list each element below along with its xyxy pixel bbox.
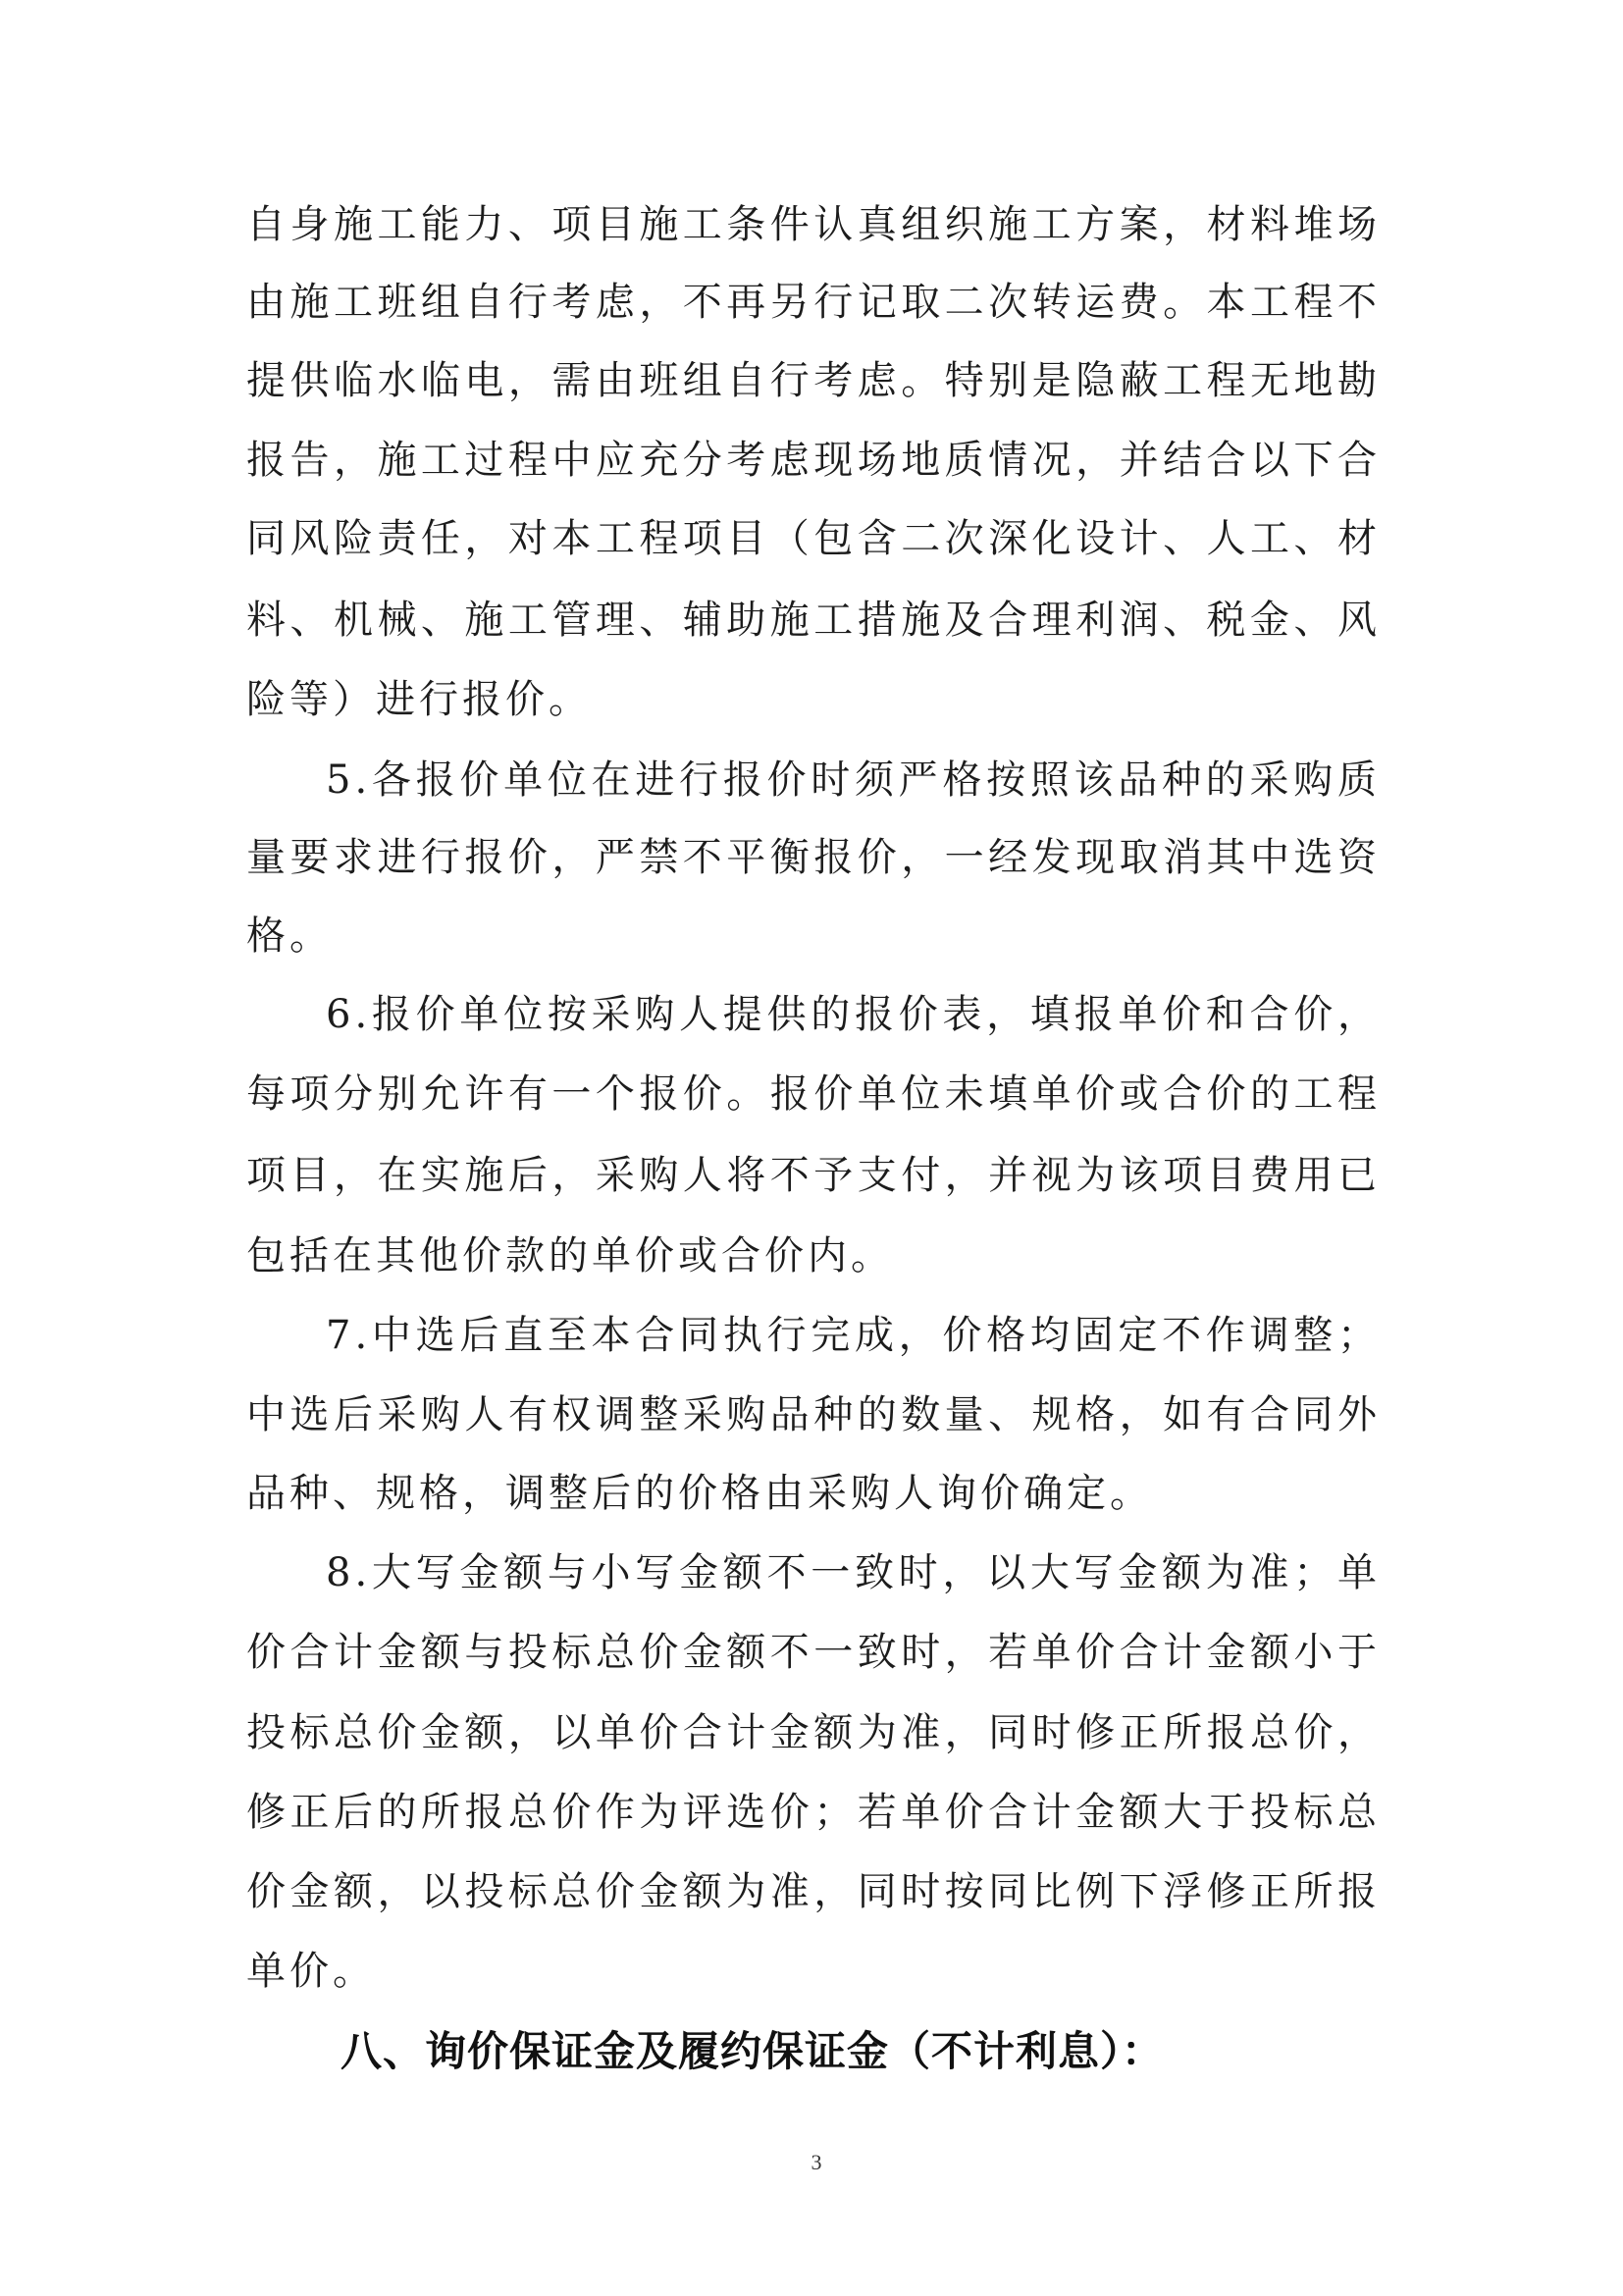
text-line: 报告，施工过程中应充分考虑现场地质情况，并结合以下合 bbox=[246, 438, 1381, 483]
section-heading: 八、询价保证金及履约保证金（不计利息）： bbox=[340, 2027, 1165, 2075]
text-line: 修正后的所报总价作为评选价；若单价合计金额大于投标总 bbox=[246, 1790, 1381, 1835]
text-line: 同风险责任，对本工程项目（包含二次深化设计、人工、材 bbox=[246, 516, 1381, 561]
text-line: 8.大写金额与小写金额不一致时，以大写金额为准；单 bbox=[326, 1550, 1381, 1595]
text-line: 单价。 bbox=[246, 1949, 376, 1994]
text-line: 项目，在实施后，采购人将不予支付，并视为该项目费用已 bbox=[246, 1153, 1381, 1198]
text-line: 每项分别允许有一个报价。报价单位未填单价或合价的工程 bbox=[246, 1071, 1381, 1117]
text-line: 投标总价金额，以单价合计金额为准，同时修正所报总价， bbox=[246, 1710, 1381, 1755]
text-line: 6.报价单位按采购人提供的报价表，填报单价和合价， bbox=[326, 992, 1381, 1037]
text-line: 自身施工能力、项目施工条件认真组织施工方案，材料堆场 bbox=[246, 202, 1381, 247]
page-number: 3 bbox=[811, 2150, 822, 2174]
text-line: 价合计金额与投标总价金额不一致时，若单价合计金额小于 bbox=[246, 1630, 1381, 1675]
text-line: 量要求进行报价，严禁不平衡报价，一经发现取消其中选资 bbox=[246, 835, 1381, 880]
text-line: 由施工班组自行考虑，不再另行记取二次转运费。本工程不 bbox=[246, 280, 1381, 325]
text-line: 料、机械、施工管理、辅助施工措施及合理利润、税金、风 bbox=[246, 598, 1381, 643]
text-line: 包括在其他价款的单价或合价内。 bbox=[246, 1233, 894, 1278]
text-line: 价金额，以投标总价金额为准，同时按同比例下浮修正所报 bbox=[246, 1869, 1381, 1914]
text-line: 5.各报价单位在进行报价时须严格按照该品种的采购质 bbox=[326, 757, 1381, 803]
text-line: 中选后采购人有权调整采购品种的数量、规格，如有合同外 bbox=[246, 1392, 1381, 1437]
text-line: 品种、规格，调整后的价格由采购人询价确定。 bbox=[246, 1471, 1153, 1516]
text-line: 格。 bbox=[246, 913, 333, 959]
text-line: 7.中选后直至本合同执行完成，价格均固定不作调整； bbox=[326, 1313, 1381, 1358]
text-line: 险等）进行报价。 bbox=[246, 677, 592, 722]
text-line: 提供临水临电，需由班组自行考虑。特别是隐蔽工程无地勘 bbox=[246, 358, 1381, 403]
